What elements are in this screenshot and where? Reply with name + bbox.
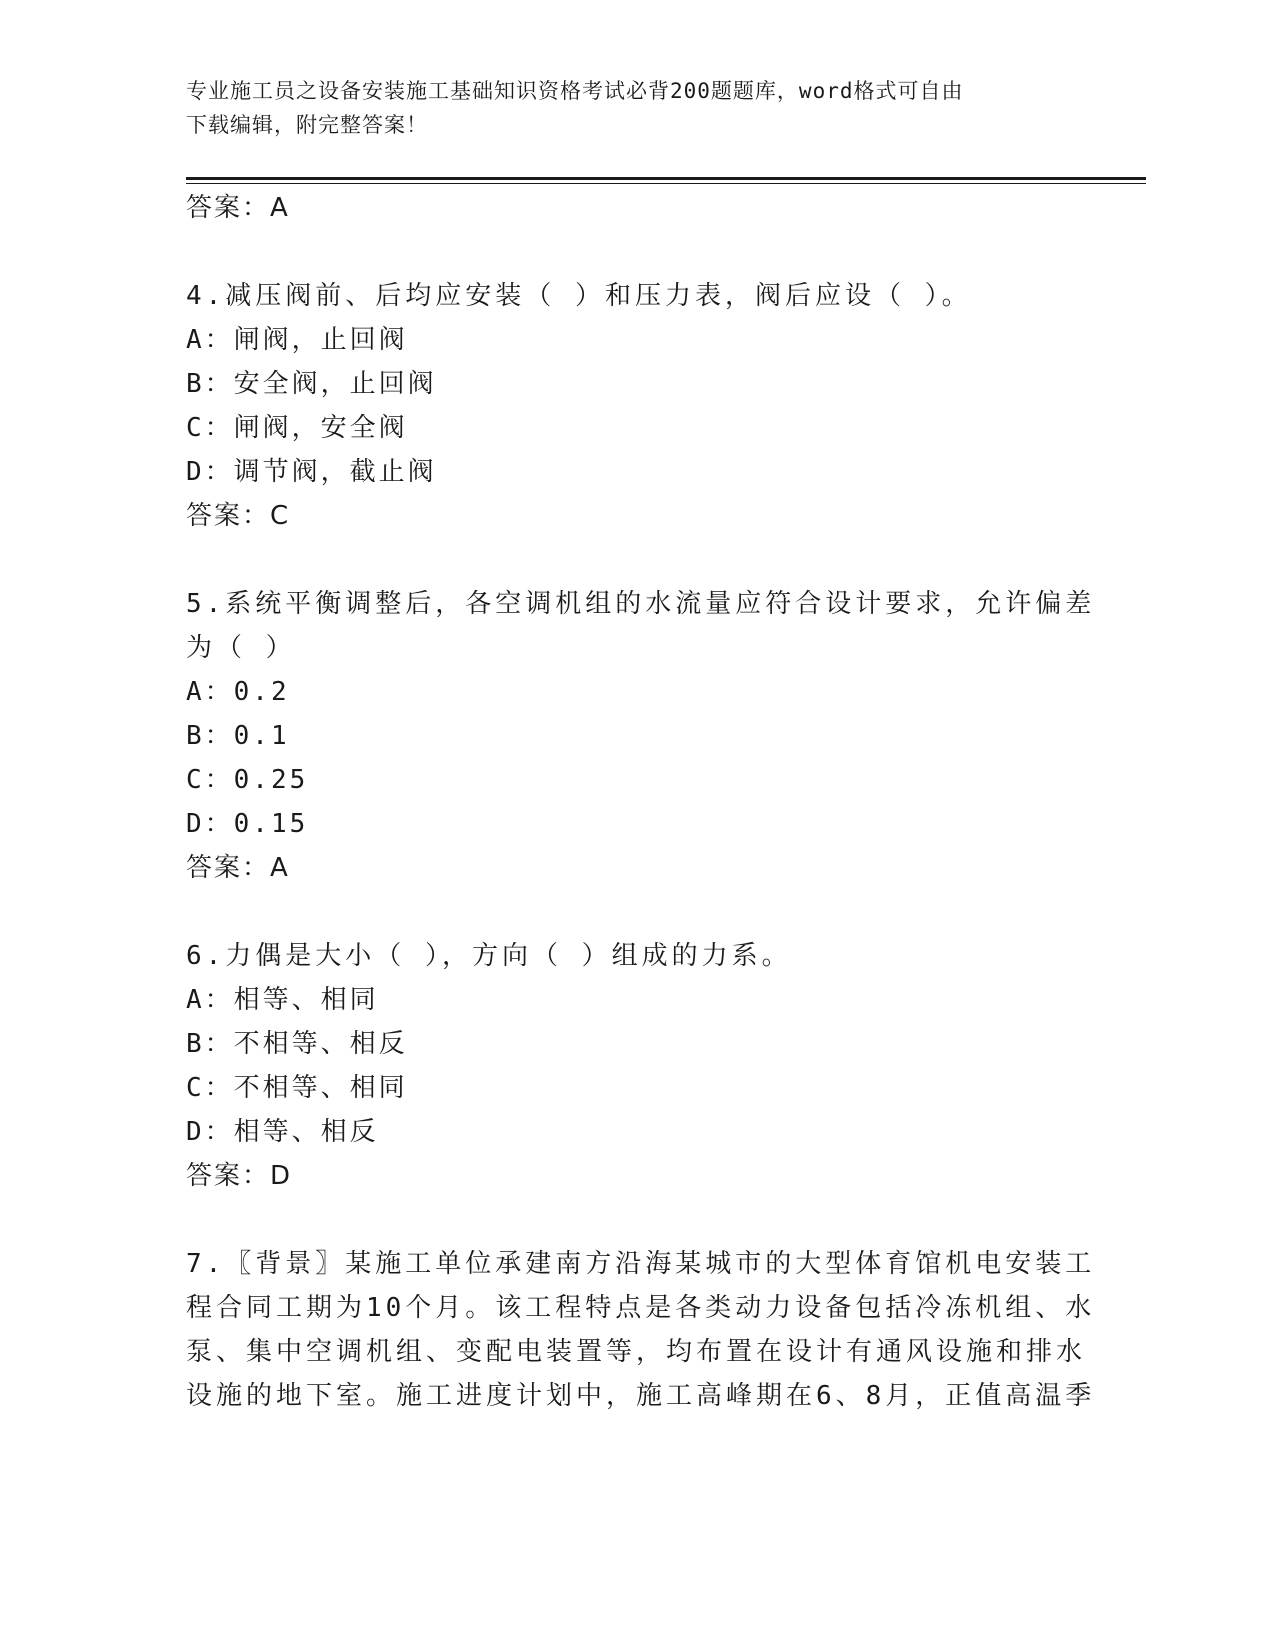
q7-line-3: 泵、集中空调机组、变配电装置等，均布置在设计有通风设施和排水 [186,1337,1087,1367]
q5-option-c: C：0.25 [186,765,309,795]
q4-stem: 4.减压阀前、后均应安装（ ）和压力表，阀后应设（ ）。 [186,281,972,311]
q6-answer: 答案：D [186,1161,293,1191]
q7-line-4: 设施的地下室。施工进度计划中，施工高峰期在6、8月，正值高温季 [186,1381,1096,1411]
q7-line-2: 程合同工期为10个月。该工程特点是各类动力设备包括冷冻机组、水 [186,1293,1096,1323]
q4-option-a: A：闸阀，止回阀 [186,325,408,355]
q6-stem: 6.力偶是大小（ ），方向（ ）组成的力系。 [186,941,792,971]
q4-answer: 答案：C [186,501,291,531]
document-header [186,74,1066,142]
q4-option-d: D：调节阀，截止阀 [186,457,437,487]
q4-option-c: C：闸阀，安全阀 [186,413,408,443]
q5-answer: 答案：A [186,853,290,883]
q7-line-1: 7.〖背景〗某施工单位承建南方沿海某城市的大型体育馆机电安装工 [186,1249,1096,1279]
answer-prev: 答案：A [186,193,290,223]
q6-option-d: D：相等、相反 [186,1117,379,1147]
q5-option-b: B：0.1 [186,721,290,751]
q5-option-d: D：0.15 [186,809,309,839]
q5-stem-line-2: 为（ ） [186,633,296,663]
header-line-1: 专业施工员之设备安装施工基础知识资格考试必背200题题库，word格式可自由 [186,79,964,103]
q6-option-a: A：相等、相同 [186,985,379,1015]
q5-stem-line-1: 5.系统平衡调整后，各空调机组的水流量应符合设计要求，允许偏差 [186,589,1096,619]
header-line-2: 下载编辑，附完整答案！ [186,113,428,137]
q5-option-a: A：0.2 [186,677,290,707]
header-rule-thick [186,177,1146,180]
q4-option-b: B：安全阀，止回阀 [186,369,437,399]
q6-option-c: C：不相等、相同 [186,1073,408,1103]
header-rule-thin [186,183,1146,184]
q6-option-b: B：不相等、相反 [186,1029,408,1059]
